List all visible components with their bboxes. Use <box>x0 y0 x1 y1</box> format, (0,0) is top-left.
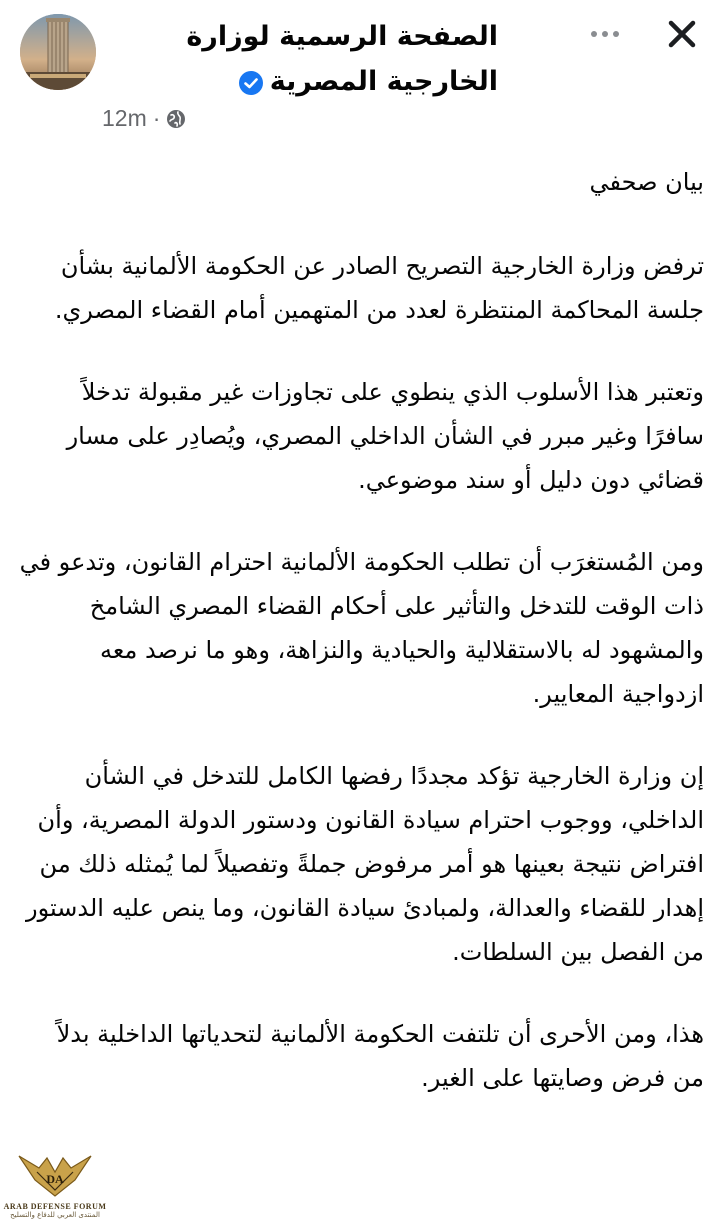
verified-badge-icon <box>238 70 264 96</box>
watermark-logo-icon <box>15 1150 95 1202</box>
post-paragraph-1: ترفض وزارة الخارجية التصريح الصادر عن الحكومة الألمانية بشأن جلسة المحاكمة المنتظرة لعدد من المتهمين أمام القضاء المصري. <box>54 252 704 324</box>
post-title: بيان صحفي <box>589 168 704 196</box>
close-icon <box>667 19 697 49</box>
ministry-building-image <box>20 14 96 90</box>
close-button[interactable] <box>660 12 704 56</box>
globe-icon <box>166 109 186 129</box>
post-paragraph-4: إن وزارة الخارجية تؤكد مجددًا رفضها الكامل للتدخل في الشأن الداخلي، ووجوب احترام سيادة القانون ودستور الدولة المصرية، وأن افتراض نتيجة بعينها هو أمر مرفوض جملةً وتفصيلاً لما يُمثله ذلك من إهدار للقضاء والعدالة، ولمبادئ سيادة القانون، وما ينص عليه الدستور من الفصل بين السلطات. <box>26 762 704 966</box>
more-options-icon <box>590 30 620 38</box>
page-name-text: الصفحة الرسمية لوزارة الخارجية المصرية <box>186 21 498 97</box>
post-paragraph-5: هذا، ومن الأحرى أن تلتفت الحكومة الألمانية لتحدياتها الداخلية بدلاً من فرض وصايتها على الغير. <box>56 1020 704 1092</box>
watermark-name: ARAB DEFENSE FORUM <box>3 1202 107 1211</box>
post-time[interactable]: 12m <box>102 105 147 131</box>
forum-watermark <box>2 1150 108 1226</box>
post-meta <box>102 105 186 132</box>
watermark-logo-letters: DA <box>46 1172 64 1186</box>
post-text <box>18 160 704 1138</box>
page-name-link[interactable] <box>108 14 498 104</box>
post-header <box>0 0 719 150</box>
more-options-button[interactable] <box>585 14 625 54</box>
meta-separator: · <box>152 105 161 131</box>
avatar[interactable] <box>20 14 96 90</box>
post-paragraph-3: ومن المُستغرَب أن تطلب الحكومة الألمانية احترام القانون، وتدعو في ذات الوقت للتدخل والتأثير على أحكام القضاء المصري الشامخ والمشهود له بالاستقلالية والحيادية والنزاهة، وهو ما نرصد معه ازدواجية المعايير. <box>19 548 704 708</box>
post-paragraph-2: وتعتبر هذا الأسلوب الذي ينطوي على تجاوزات غير مقبولة تدخلاً سافرًا وغير مبرر في الشأن الداخلي المصري، ويُصادِر على مسار قضائي دون دليل أو سند موضوعي. <box>66 378 704 494</box>
watermark-subtitle: المنتدى العربي للدفاع والتسليح <box>10 1211 100 1219</box>
